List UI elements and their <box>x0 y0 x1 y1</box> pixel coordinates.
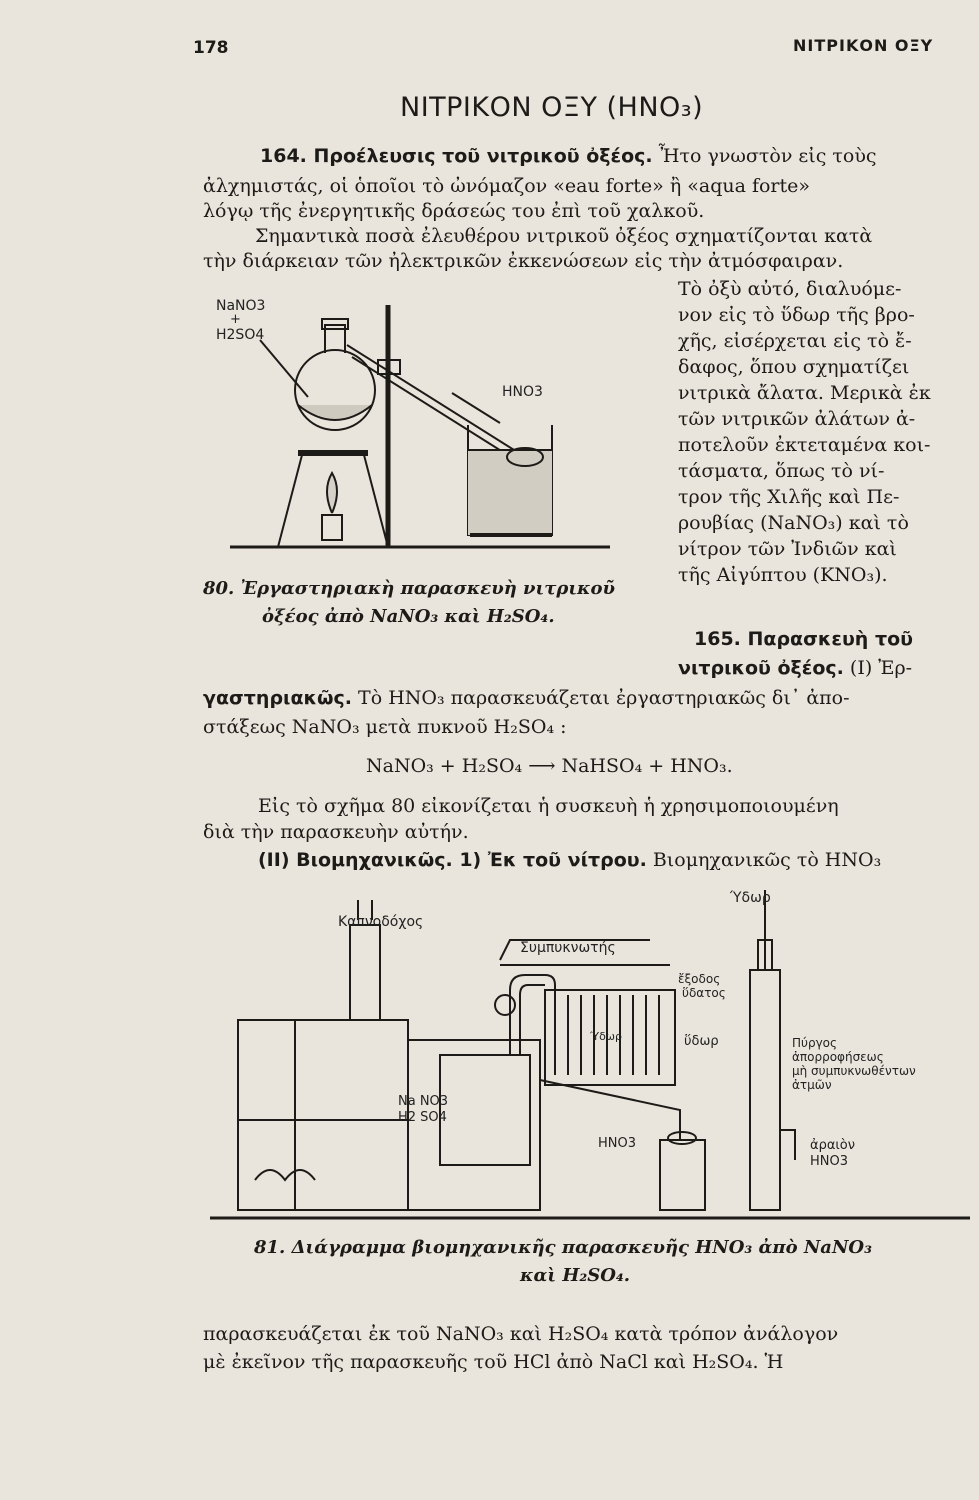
label-dilute-1: ἀραιὸν <box>810 1138 856 1153</box>
chapter-title: ΝΙΤΡΙΚΟΝ ΟΞΥ (ΗΝΟ₃) <box>400 92 704 123</box>
right-column-line: νον εἰς τὸ ὕδωρ τῆς βρο- <box>678 304 915 326</box>
paragraph-line: Εἰς τὸ σχῆμα 80 εἰκονίζεται ἡ συσκευὴ ἡ χρησιμοποιουμένη <box>258 795 839 817</box>
section-165-line3 <box>203 684 850 712</box>
label-dilute-2: HNO3 <box>810 1154 849 1169</box>
label-chimney: Καπνοδόχος <box>338 914 424 930</box>
figure-81-caption-line2: καὶ H₂SO₄. <box>520 1265 631 1286</box>
laboratory-label: γαστηριακῶς. <box>203 687 352 709</box>
paragraph-line: διὰ τὴν παρασκευὴν αὐτήν. <box>203 821 469 843</box>
section-164-heading: 164. Προέλευσις τοῦ νιτρικοῦ ὀξέος. <box>260 145 653 167</box>
right-column-line: χῆς, εἰσέρχεται εἰς τὸ ἔ- <box>678 330 912 352</box>
section-165-line2 <box>678 654 912 682</box>
industrial-line <box>258 846 881 874</box>
right-column-line: νιτρικὰ ἄλατα. Μερικὰ ἐκ <box>678 382 931 404</box>
figure-81-caption-line1: 81. Διάγραμμα βιομηχανικῆς παρασκευῆς HNO₃ ἀπὸ NaNO₃ <box>254 1237 872 1258</box>
right-column-line: τῆς Αἰγύπτου (KNO₃). <box>678 564 888 586</box>
footer-text-line1: παρασκευάζεται ἐκ τοῦ NaNO₃ καὶ H₂SO₄ κατὰ τρόπον ἀνάλογον <box>203 1323 839 1345</box>
paragraph-line: Σημαντικὰ ποσὰ ἐλευθέρου νιτρικοῦ ὀξέος σχηματίζονται κατὰ <box>255 225 873 247</box>
figure-80-label-h2so4: H2SO4 <box>216 327 265 343</box>
paragraph-line: τὴν διάρκειαν τῶν ἠλεκτρικῶν ἐκκενώσεων εἰς τὴν ἀτμόσφαιραν. <box>203 250 844 272</box>
label-product-hno3: HNO3 <box>598 1136 637 1151</box>
right-column-line: ρουβίας (NaNO₃) καὶ τὸ <box>678 512 909 534</box>
right-column-line: τῶν νιτρικῶν ἀλάτων ἀ- <box>678 408 916 430</box>
reaction-equation: NaNO₃ + H₂SO₄ ⟶ NaHSO₄ + HNO₃. <box>366 755 733 777</box>
section-165-line3-text: Τὸ HNO₃ παρασκευάζεται ἐργαστηριακῶς δι᾿ ἀπο- <box>358 687 850 709</box>
right-column-line: Τὸ ὀξὺ αὐτό, διαλυόμε- <box>678 278 902 300</box>
right-column-line: τρον τῆς Χιλῆς καὶ Πε- <box>678 486 900 508</box>
right-column-line: ποτελοῦν ἐκτεταμένα κοι- <box>678 434 931 456</box>
label-water-top: Ύδωρ <box>730 890 771 906</box>
label-tower-4: ἀτμῶν <box>792 1078 832 1092</box>
section-165-heading: 165. Παρασκευὴ τοῦ <box>694 628 913 650</box>
section-165-line2-text: (I) Ἐρ- <box>849 657 913 679</box>
label-condenser: Συμπυκνωτής <box>520 940 616 956</box>
figure-80-caption-line2: ὀξέος ἀπὸ NaNO₃ καὶ H₂SO₄. <box>262 606 555 627</box>
label-water-in: ὕδωρ <box>684 1034 719 1049</box>
label-water-exit-2: ὕδατος <box>682 986 726 1000</box>
running-title: ΝΙΤΡΙΚΟΝ ΟΞΥ <box>793 36 934 55</box>
industrial-line-text: Βιομηχανικῶς τὸ HNO₃ <box>652 849 882 871</box>
label-water-vertical: Ύδωρ <box>590 1030 622 1043</box>
label-reactants-1: Na NO3 <box>398 1094 449 1109</box>
footer-text-line2: μὲ ἐκεῖνον τῆς παρασκευῆς τοῦ HCl ἀπὸ NaCl καὶ H₂SO₄. Ἡ <box>203 1351 784 1373</box>
figure-80-label-nano3: NaNO3 <box>216 298 266 314</box>
right-column-line: νίτρον τῶν Ἰνδιῶν καὶ <box>678 538 897 560</box>
industrial-label: (II) Βιομηχανικῶς. 1) Ἐκ τοῦ νίτρου. <box>258 849 647 871</box>
label-tower-2: ἀπορροφήσεως <box>792 1050 884 1064</box>
page-number: 178 <box>193 38 229 58</box>
label-tower-3: μὴ συμπυκνωθέντων <box>792 1064 916 1078</box>
section-164-first-line <box>260 142 877 170</box>
right-column-line: τάσματα, ὅπως τὸ νί- <box>678 460 885 482</box>
label-water-exit-1: ἔξοδος <box>678 972 721 986</box>
right-column-line: δαφος, ὅπου σχηματίζει <box>678 356 910 378</box>
label-reactants-2: H2 SO4 <box>398 1110 447 1125</box>
figure-80-label-hno3: HNO3 <box>502 384 543 400</box>
paragraph-line: ἀλχημιστάς, οἱ ὁποῖοι τὸ ὠνόμαζον «eau forte» ἢ «aqua forte» <box>203 175 811 197</box>
section-164-line1-text: Ἦτο γνωστὸν εἰς τοὺς <box>658 145 877 167</box>
paragraph-line: στάξεως NaNO₃ μετὰ πυκνοῦ H₂SO₄ : <box>203 716 567 738</box>
figure-80-label-plus: + <box>230 312 241 327</box>
label-tower-1: Πύργος <box>792 1036 838 1050</box>
figure-80-caption-line1: 80. Ἐργαστηριακὴ παρασκευὴ νιτρικοῦ <box>203 578 616 599</box>
section-165-heading-2: νιτρικοῦ ὀξέος. <box>678 657 844 679</box>
paragraph-line: λόγῳ τῆς ἐνεργητικῆς δράσεώς του ἐπὶ τοῦ χαλκοῦ. <box>203 200 705 222</box>
